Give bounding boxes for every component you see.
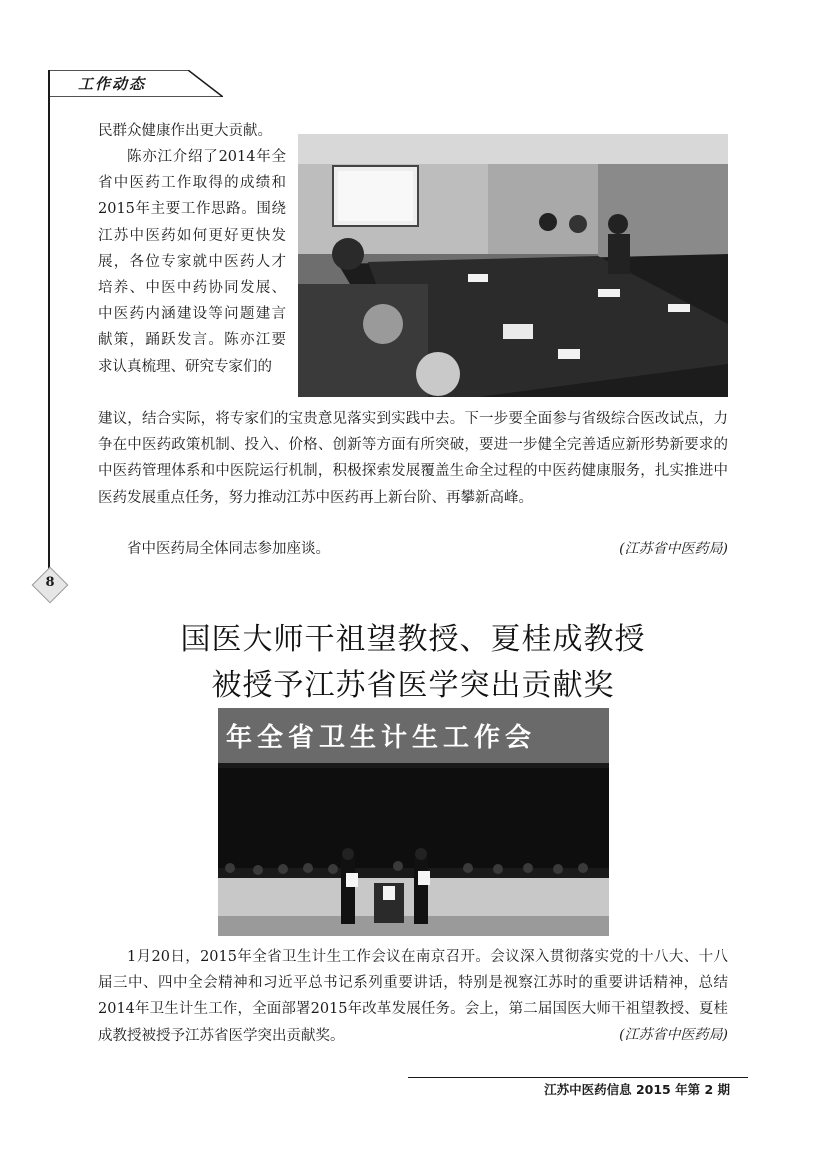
paragraph-introduction: 陈亦江介绍了2014年全省中医药工作取得的成绩和2015年主要工作思路。围绕江苏中医药如何更好更快发展，各位专家就中医药人才培养、中医中药协同发展、中医药内涵建设等问题建言献策，踊跃发言。陈亦江要求认真梳理、研究专家们的	[98, 149, 286, 375]
source-attribution-2: (江苏省中医药局)	[619, 1027, 728, 1043]
meeting-photo	[298, 134, 728, 397]
paragraph-conference: 1月20日，2015年全省卫生计生工作会议在南京召开。会议深入贯彻落实党的十八大、十八届三中、四中全会精神和习近平总书记系列重要讲话，特别是视察江苏时的重要讲话精神，总结2014年卫生计生工作，全面部署2015年改革发展任务。会上，第二届国医大师干祖望教授、夏桂成教授被授予江苏省医学突出贡献奖。	[98, 949, 728, 1044]
footer-rule	[408, 1077, 748, 1078]
page-number: 8	[45, 575, 55, 590]
section-title: 工作动态	[78, 75, 147, 93]
photo-banner-text: 年全省卫生计生工作会	[226, 723, 537, 753]
paragraph-continuation: 民群众健康作出更大贡献。	[98, 123, 272, 139]
left-margin-rule	[48, 70, 50, 575]
article-title-line-2: 被授予江苏省医学突出贡献奖	[211, 668, 615, 703]
paragraph-attendance: 省中医药局全体同志参加座谈。	[127, 541, 330, 557]
source-attribution: (江苏省中医药局)	[619, 541, 728, 557]
footer-publication: 江苏中医药信息 2015 年第 2 期	[544, 1082, 730, 1097]
award-ceremony-photo	[218, 708, 609, 936]
article-title-line-1: 国医大师干祖望教授、夏桂成教授	[180, 622, 646, 657]
paragraph-requirements: 建议，结合实际，将专家们的宝贵意见落实到实践中去。下一步要全面参与省级综合医改试点，力争在中医药政策机制、投入、价格、创新等方面有所突破，要进一步健全完善适应新形势新要求的中医药管理体系和中医院运行机制，积极探索发展覆盖生命全过程的中医药健康服务，扎实推进中医药发展重点任务，努力推动江苏中医药再上新台阶、再攀新高峰。	[98, 411, 728, 506]
